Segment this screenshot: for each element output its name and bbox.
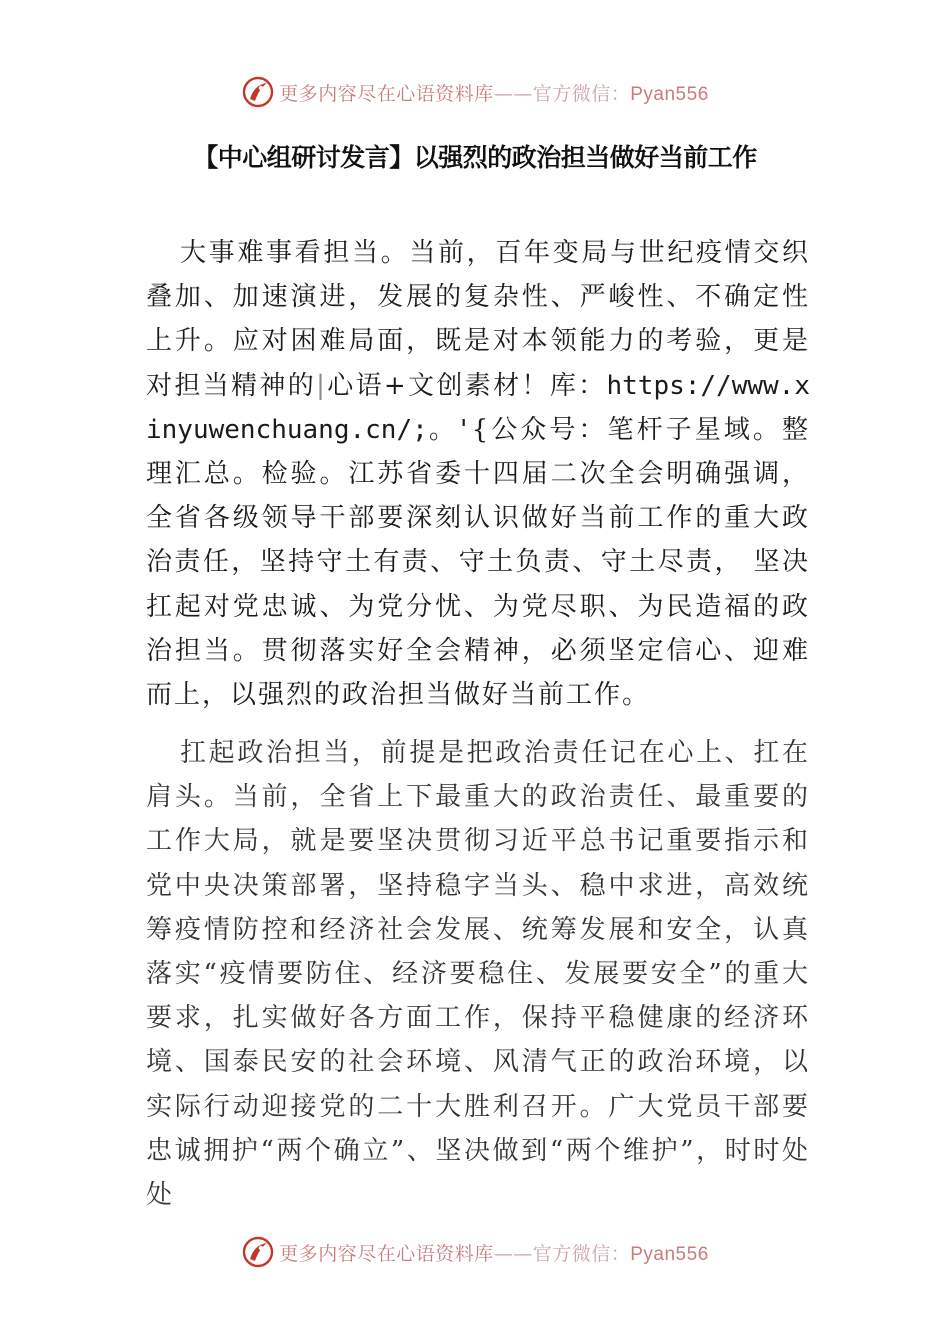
footer-banner	[0, 1232, 950, 1272]
header-banner	[0, 72, 950, 112]
paragraph-1-separator: |	[316, 370, 327, 401]
paragraph-1-url: https://www.xinyuwenchuang.cn/;。'	[146, 370, 810, 445]
paragraph-1-part-3: {公众号：笔杆子星域。整理汇总。检验。江苏省委十四届二次全会明确强调，全省各级领导干部要深刻认识做好当前工作的重大政治责任，坚持守土有责、守土负责、守土尽责， 坚决扛起对党忠诚、为党分忧、为党尽职、为民造福的政治担当。贯彻落实好全会精神，必须坚定信心、迎难而上，以强烈的政治担当做好当前工作。	[146, 414, 810, 711]
footer-wechat-label: 官方微信：	[532, 1242, 631, 1265]
footer-promo-text	[279, 1239, 709, 1266]
paragraph-2	[146, 731, 810, 1217]
header-promo: 更多内容尽在心语资料库	[279, 82, 494, 105]
paragraph-1-part-1: 大事难事看担当。当前，百年变局与世纪疫情交织叠加、加速演进，发展的复杂性、严峻性、不确定性上升。应对困难局面，既是对本领能力的考验，更是对担当精神的	[146, 238, 810, 401]
footer-wechat-id: Pyan556	[630, 1243, 709, 1265]
paragraph-1-part-2: 心语+文创素材！库：	[326, 370, 607, 401]
paragraph-2-text: 扛起政治担当，前提是把政治责任记在心上、扛在肩头。当前，全省上下最重大的政治责任、最重要的工作大局，就是要坚决贯彻习近平总书记重要指示和党中央决策部署，坚持稳字当头、稳中求进，高效统筹疫情防控和经济社会发展、统筹发展和安全，认真落实“疫情要防住、经济要稳住、发展要安全”的重大要求，扎实做好各方面工作，保持平稳健康的经济环境、国泰民安的社会环境、风清气正的政治环境，以实际行动迎接党的二十大胜利召开。广大党员干部要忠诚拥护“两个确立”、坚决做到“两个维护”，时时处处	[146, 738, 810, 1211]
footer-separator: ——	[493, 1242, 533, 1265]
header-wechat-id: Pyan556	[630, 83, 709, 105]
header-wechat-label: 官方微信：	[532, 82, 631, 105]
header-separator: ——	[493, 82, 533, 105]
brand-logo-icon	[241, 1235, 275, 1269]
paragraph-1	[146, 231, 810, 717]
footer-promo: 更多内容尽在心语资料库	[279, 1242, 494, 1265]
header-promo-text	[279, 79, 709, 106]
document-title: 【中心组研讨发言】以强烈的政治担当做好当前工作	[193, 143, 757, 172]
brand-logo-icon	[241, 75, 275, 109]
